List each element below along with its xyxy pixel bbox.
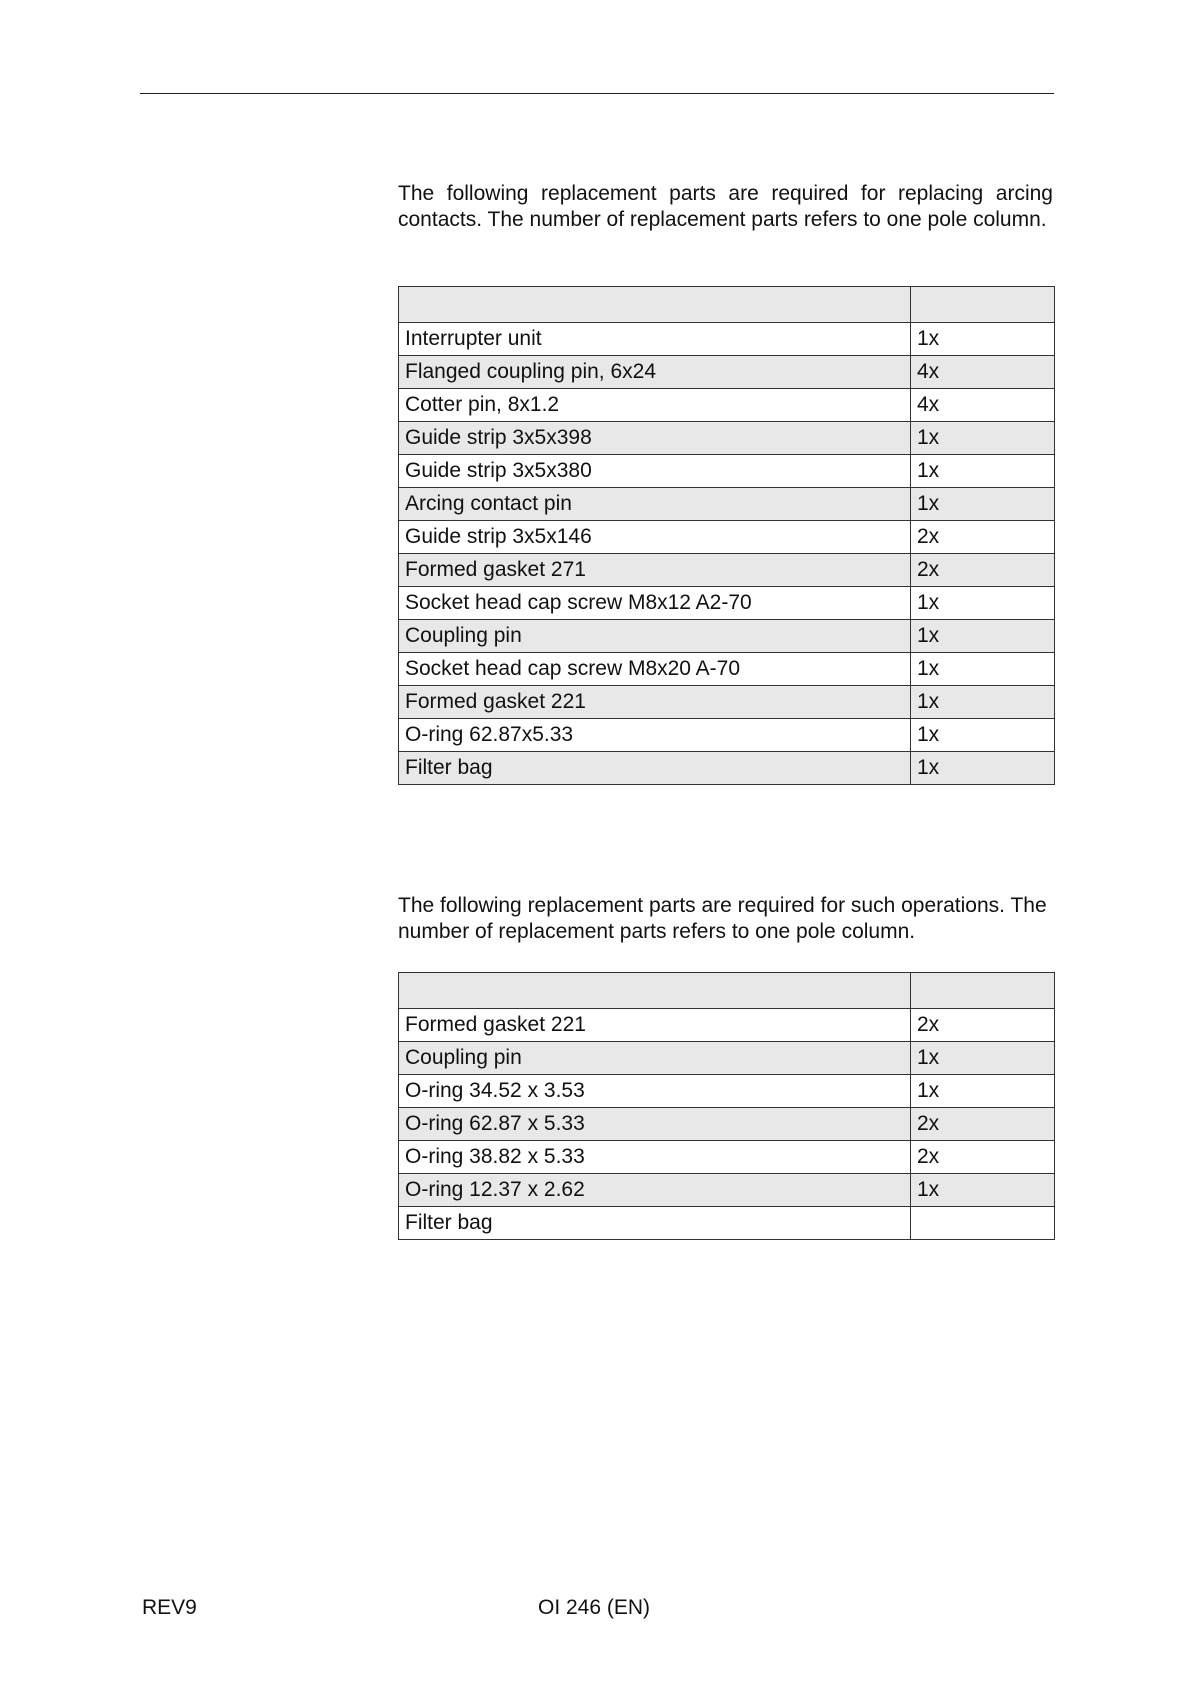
table-header-row [399,973,1055,1009]
quantity-cell [911,1207,1055,1240]
part-name-cell: Flanged coupling pin, 6x24 [399,356,911,389]
part-name-cell: Arcing contact pin [399,488,911,521]
quantity-cell: 1x [911,1174,1055,1207]
quantity-cell: 2x [911,1141,1055,1174]
table-row [399,653,1055,686]
quantity-cell: 1x [911,752,1055,785]
part-name-cell: O-ring 34.52 x 3.53 [399,1075,911,1108]
table-row [399,620,1055,653]
table-header-row [399,287,1055,323]
quantity-cell: 1x [911,455,1055,488]
part-name-cell: Guide strip 3x5x146 [399,521,911,554]
part-name-cell: Formed gasket 271 [399,554,911,587]
quantity-cell: 1x [911,1042,1055,1075]
quantity-cell: 4x [911,389,1055,422]
part-name-cell: O-ring 12.37 x 2.62 [399,1174,911,1207]
part-name-cell: Filter bag [399,752,911,785]
part-name-cell: Formed gasket 221 [399,686,911,719]
quantity-cell: 2x [911,1009,1055,1042]
quantity-cell: 1x [911,587,1055,620]
table-row [399,488,1055,521]
table-row [399,1042,1055,1075]
column-header-quantity [911,973,1055,1009]
part-name-cell: O-ring 38.82 x 5.33 [399,1141,911,1174]
table-row [399,1009,1055,1042]
part-name-cell: Socket head cap screw M8x12 A2-70 [399,587,911,620]
table-row [399,389,1055,422]
part-name-cell: O-ring 62.87x5.33 [399,719,911,752]
quantity-cell: 2x [911,1108,1055,1141]
table-row [399,356,1055,389]
table-row [399,422,1055,455]
table-row [399,587,1055,620]
table-row [399,1075,1055,1108]
quantity-cell: 1x [911,653,1055,686]
part-name-cell: Cotter pin, 8x1.2 [399,389,911,422]
column-header-part [399,973,911,1009]
quantity-cell: 4x [911,356,1055,389]
part-name-cell: Filter bag [399,1207,911,1240]
table-row [399,1108,1055,1141]
header-rule [140,93,1054,94]
quantity-cell: 1x [911,1075,1055,1108]
part-name-cell: Coupling pin [399,620,911,653]
quantity-cell: 1x [911,323,1055,356]
quantity-cell: 2x [911,521,1055,554]
part-name-cell: Formed gasket 221 [399,1009,911,1042]
section1-intro: The following replacement parts are required for replacing arcing contacts. The number of replacement parts refers to one pole column. [398,182,1053,231]
table-row [399,686,1055,719]
column-header-quantity [911,287,1055,323]
quantity-cell: 1x [911,686,1055,719]
part-name-cell: Coupling pin [399,1042,911,1075]
table-row [399,752,1055,785]
part-name-cell: Socket head cap screw M8x20 A-70 [399,653,911,686]
table-row [399,554,1055,587]
column-header-part [399,287,911,323]
quantity-cell: 1x [911,488,1055,521]
quantity-cell: 2x [911,554,1055,587]
footer-revision: REV9 [142,1596,197,1619]
quantity-cell: 1x [911,422,1055,455]
section2-intro: The following replacement parts are required for such operations. The number of replacement parts refers to one pole column. [398,894,1047,943]
part-name-cell: Interrupter unit [399,323,911,356]
footer-document-id: OI 246 (EN) [538,1596,651,1619]
part-name-cell: Guide strip 3x5x380 [399,455,911,488]
quantity-cell: 1x [911,620,1055,653]
table-row [399,1174,1055,1207]
table-row [399,719,1055,752]
part-name-cell: Guide strip 3x5x398 [399,422,911,455]
table-row [399,455,1055,488]
table-row [399,1141,1055,1174]
replacement-parts-table-arcing-contacts [398,286,1055,785]
table-row [399,323,1055,356]
table-row [399,1207,1055,1240]
table-row [399,521,1055,554]
part-name-cell: O-ring 62.87 x 5.33 [399,1108,911,1141]
quantity-cell: 1x [911,719,1055,752]
replacement-parts-table-operations [398,972,1055,1240]
